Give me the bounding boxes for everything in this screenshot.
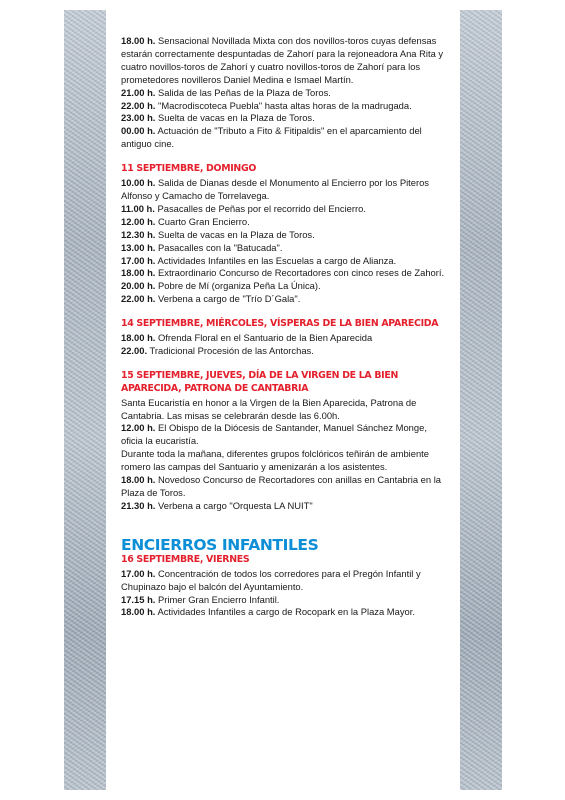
event-text: "Macrodiscoteca Puebla" hasta altas horas de la madrugada.: [155, 99, 412, 111]
event-text: Verbena a cargo "Orquesta LA NUIT": [155, 499, 313, 511]
event-text: Sensacional Novillada Mixta con dos novillos-toros cuyas defensas estarán correctamente despuntadas de Zahorí para la rejoneadora Ana Rita y cuatro novillos-toros de Zahorí y cuatro novillos-toros de Zahorí para los prometedores novilleros Daniel Medina e Ismael Martín.: [121, 35, 444, 85]
event-text: Pasacalles de Peñas por el recorrido del Encierro.: [154, 202, 366, 214]
section-heading-14-september: 14 SEPTIEMBRE, MIÉRCOLES, VÍSPERAS DE LA BIEN APARECIDA: [121, 318, 439, 330]
event-item: [121, 474, 447, 500]
event-time: 18.00 h.: [121, 332, 156, 344]
event-text: Novedoso Concurso de Recortadores con anillas en Cantabria en la Plaza de Toros.: [121, 474, 441, 498]
event-item: [121, 100, 447, 113]
event-time: 18.00 h.: [121, 267, 156, 279]
event-item: [121, 332, 447, 345]
event-text: Suelta de vacas en la Plaza de Toros.: [155, 112, 315, 124]
programme-content: [121, 35, 447, 619]
event-time: 17.00 h.: [121, 254, 156, 266]
event-time: 20.00 h.: [121, 280, 156, 292]
event-item: [121, 267, 447, 280]
event-time: 12.00 h.: [121, 422, 156, 434]
event-time: 23.00 h.: [121, 112, 156, 124]
denim-strip-right: [460, 10, 502, 790]
event-text: Suelta de vacas en la Plaza de Toros.: [155, 228, 315, 240]
event-time: 17.15 h.: [121, 593, 156, 605]
section-heading-16-september: 16 SEPTIEMBRE, VIERNES: [121, 553, 250, 565]
event-text: Extraordinario Concurso de Recortadores con cinco reses de Zahorí.: [155, 267, 445, 279]
event-time: 21.00 h.: [121, 86, 156, 98]
event-item: [121, 112, 447, 125]
event-item: [121, 255, 447, 268]
event-item: [121, 422, 447, 448]
event-time: 00.00 h.: [121, 125, 156, 137]
event-item: [121, 280, 447, 293]
note-paragraph: Durante toda la mañana, diferentes grupos folclóricos teñirán de ambiente romero las campas del Santuario y amenizarán a los asistentes.: [121, 448, 429, 473]
event-time: 18.00 h.: [121, 474, 156, 486]
event-text: Pobre de Mí (organiza Peña La Única).: [155, 280, 321, 292]
event-time: 22.00 h.: [121, 99, 156, 111]
event-item: [121, 229, 447, 242]
event-text: Primer Gran Encierro Infantil.: [155, 593, 280, 605]
event-text: El Obispo de la Diócesis de Santander, Manuel Sánchez Monge, oficia la eucaristía.: [121, 422, 427, 447]
event-item: [121, 594, 447, 607]
event-text: Ofrenda Floral en el Santuario de la Bien Aparecida: [155, 332, 373, 344]
intro-paragraph: Santa Eucaristía en honor a la Virgen de la Bien Aparecida, Patrona de Cantabria. Las misas se celebrarán desde las 6.00h.: [121, 396, 417, 421]
event-time: 12.30 h.: [121, 228, 156, 240]
event-time: 18.00 h.: [121, 35, 156, 46]
event-text: Verbena a cargo de "Trío D´Gala".: [155, 293, 301, 305]
event-item: [121, 345, 447, 358]
event-time: 18.00 h.: [121, 606, 156, 618]
event-time: 13.00 h.: [121, 241, 156, 253]
event-item: [121, 500, 447, 513]
event-item: [121, 293, 447, 306]
denim-strip-left: [64, 10, 106, 790]
event-time: 22.00.: [121, 344, 148, 356]
event-text: Tradicional Procesión de las Antorchas.: [147, 344, 314, 356]
event-time: 22.00 h.: [121, 293, 156, 305]
event-item: [121, 242, 447, 255]
section-heading-11-september: 11 SEPTIEMBRE, DOMINGO: [121, 163, 257, 175]
event-text: Salida de las Peñas de la Plaza de Toros.: [155, 86, 331, 98]
event-text: Concentración de todos los corredores para el Pregón Infantil y Chupinazo bajo el balcón del Ayuntamiento.: [121, 567, 421, 592]
event-text: Pasacalles con la "Batucada".: [155, 241, 283, 253]
encierros-infantiles-heading: ENCIERROS INFANTILES: [121, 535, 319, 554]
event-time: 21.30 h.: [121, 499, 156, 511]
event-time: 11.00 h.: [121, 202, 155, 214]
event-text: Cuarto Gran Encierro.: [155, 215, 250, 227]
event-time: 17.00 h.: [121, 567, 156, 579]
event-text: Actividades Infantiles a cargo de Rocopark en la Plaza Mayor.: [155, 606, 415, 618]
event-text: Actuación de "Tributo a Fito & Fitipaldis" en el aparcamiento del antiguo cine.: [121, 125, 422, 150]
event-time: 12.00 h.: [121, 215, 156, 227]
event-item: [121, 35, 447, 87]
section-heading-15-september: 15 SEPTIEMBRE, JUEVES, DÍA DE LA VIRGEN DE LA BIEN APARECIDA, PATRONA DE CANTABRIA: [121, 369, 399, 394]
event-item: [121, 203, 447, 216]
event-item: [121, 87, 447, 100]
event-item: [121, 606, 447, 619]
event-item: [121, 125, 447, 151]
event-item: [121, 177, 447, 203]
event-item: [121, 216, 447, 229]
event-text: Salida de Dianas desde el Monumento al Encierro por los Piteros Alfonso y Camacho de Torrelavega.: [121, 177, 429, 201]
event-text: Actividades Infantiles en las Escuelas a cargo de Alianza.: [155, 254, 397, 266]
event-time: 10.00 h.: [121, 177, 156, 189]
event-item: [121, 568, 447, 594]
